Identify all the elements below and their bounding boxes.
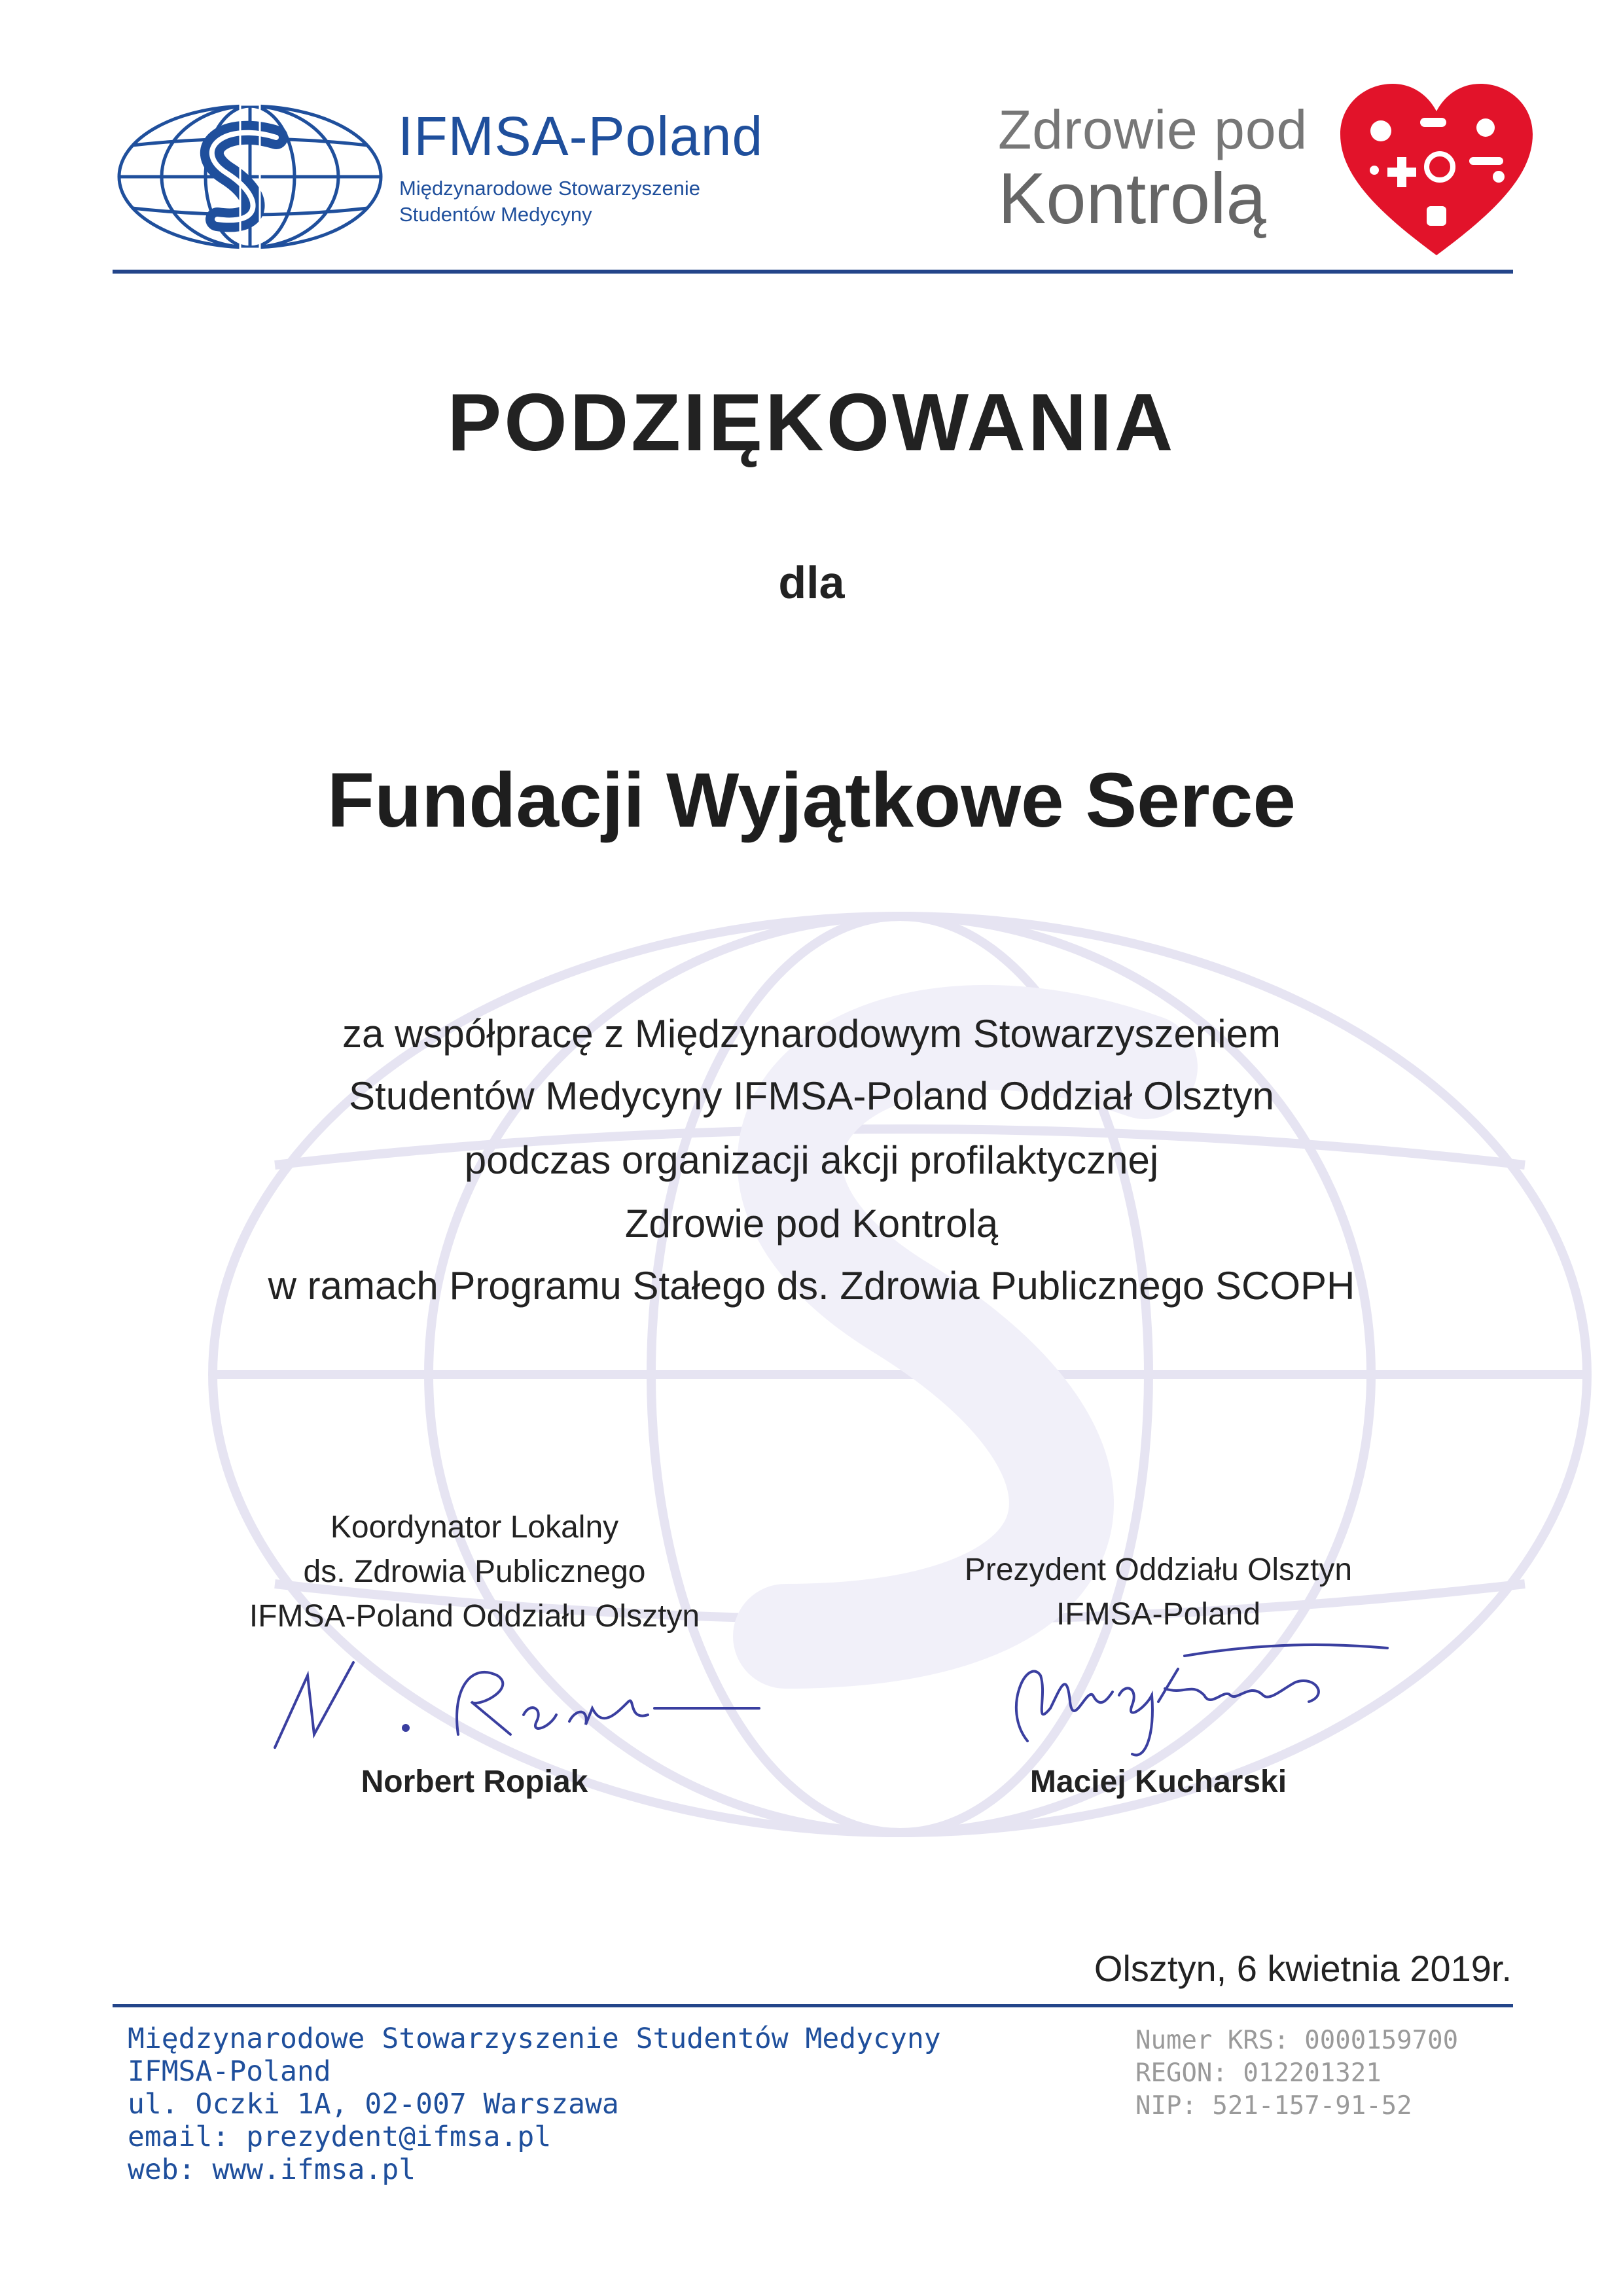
role-line: ds. Zdrowia Publicznego xyxy=(303,1554,646,1589)
left-signatory-role xyxy=(170,1505,779,1639)
body-line: Studentów Medycyny IFMSA-Poland Oddział Olsztyn xyxy=(349,1074,1274,1118)
certificate-title: PODZIĘKOWANIA xyxy=(447,378,1176,468)
issue-date: Olsztyn, 6 kwietnia 2019r. xyxy=(1094,1948,1512,1989)
campaign-logo-line2: Kontrolą xyxy=(998,158,1266,239)
recipient-name: Fundacji Wyjątkowe Serce xyxy=(327,757,1296,844)
right-signatory-name: Maciej Kucharski xyxy=(1029,1765,1287,1799)
certificate-for: dla xyxy=(778,557,845,608)
campaign-logo-line1: Zdrowie pod xyxy=(998,99,1308,160)
body-line: za współpracę z Międzynarodowym Stowarzyszeniem xyxy=(342,1012,1281,1056)
footer-web: web: www.ifmsa.pl xyxy=(128,2153,416,2186)
footer-krs: Numer KRS: 0000159700 xyxy=(1135,2026,1459,2055)
footer-org-name: Międzynarodowe Stowarzyszenie Studentów Medycyny xyxy=(128,2022,941,2055)
footer-address: ul. Oczki 1A, 02-007 Warszawa xyxy=(128,2088,619,2121)
footer-org-short: IFMSA-Poland xyxy=(128,2055,331,2088)
left-signatory-name: Norbert Ropiak xyxy=(361,1765,588,1799)
right-signatory-role xyxy=(844,1548,1472,1637)
heart-icon xyxy=(1335,79,1538,262)
org-subtitle-line1: Międzynarodowe Stowarzyszenie xyxy=(399,177,701,200)
right-signature xyxy=(988,1630,1394,1774)
body-line: podczas organizacji akcji profilaktycznej xyxy=(464,1138,1159,1182)
org-name: IFMSA-Poland xyxy=(398,105,764,167)
role-line: IFMSA-Poland Oddziału Olsztyn xyxy=(249,1599,700,1634)
body-line: w ramach Programu Stałego ds. Zdrowia Publicznego SCOPH xyxy=(268,1264,1355,1308)
footer-email: email: prezydent@ifmsa.pl xyxy=(128,2121,552,2153)
org-subtitle-line2: Studentów Medycyny xyxy=(399,203,592,226)
footer-nip: NIP: 521-157-91-52 xyxy=(1135,2091,1412,2121)
role-line: Prezydent Oddziału Olsztyn xyxy=(964,1552,1353,1587)
left-signature xyxy=(262,1636,772,1767)
header-divider xyxy=(113,270,1513,274)
globe-logo-icon xyxy=(113,98,387,255)
body-line: Zdrowie pod Kontrolą xyxy=(624,1202,999,1246)
footer-regon: REGON: 012201321 xyxy=(1135,2058,1382,2088)
footer-divider xyxy=(113,2004,1513,2007)
role-line: Koordynator Lokalny xyxy=(330,1510,619,1545)
role-line: IFMSA-Poland xyxy=(1056,1597,1261,1632)
